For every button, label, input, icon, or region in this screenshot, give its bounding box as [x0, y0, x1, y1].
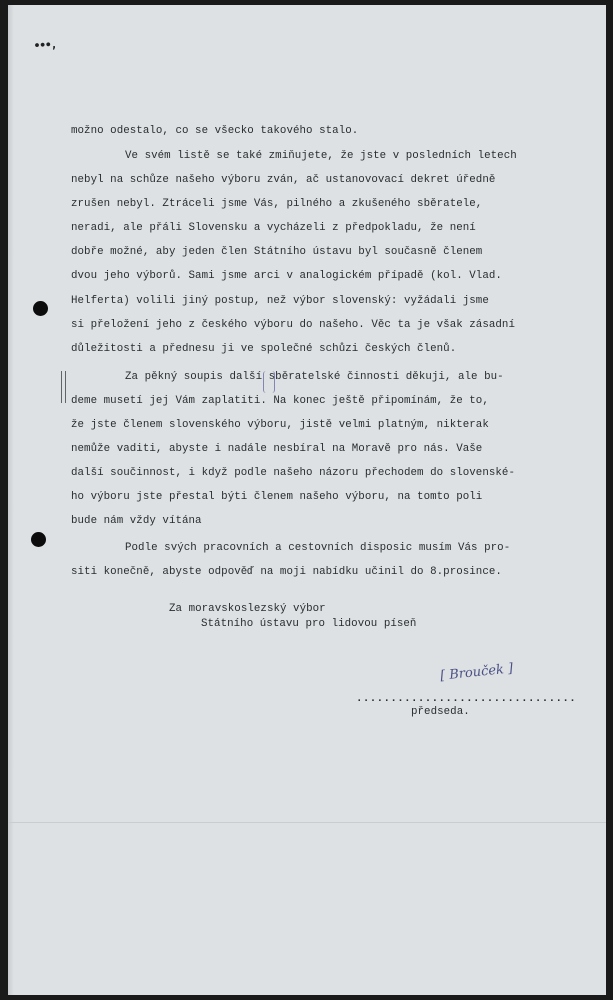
text-line: další součinnost, i když podle našeho názoru přechodem do slovenské- [71, 467, 515, 479]
corner-mark: •••, [33, 37, 57, 53]
text-line: zrušen nebyl. Ztráceli jsme Vás, pilného a zkušeného sběratele, [71, 198, 483, 210]
punch-hole-bottom [31, 532, 46, 547]
signature-dotted-line: ................................ [356, 693, 577, 705]
text-line: možno odestalo, co se všecko takového stalo. [71, 125, 359, 137]
handwritten-signature: [ Brouček ] [439, 661, 514, 684]
text-line: Ve svém listě se také zmiňujete, že jste v posledních letech [125, 150, 517, 162]
page-fold [8, 822, 606, 823]
punch-hole-top [33, 301, 48, 316]
text-line: dobře možné, aby jeden člen Státního ústavu byl současně členem [71, 246, 483, 258]
text-line: ho výboru jste přestal býti členem našeho výboru, na tomto poli [71, 491, 483, 503]
text-line: siti konečně, abyste odpověď na moji nabídku učinil do 8.prosince. [71, 566, 502, 578]
text-line: dvou jeho výborů. Sami jsme arci v analogickém případě (kol. Vlad. [71, 270, 502, 282]
margin-bracket-mark [61, 371, 66, 403]
text-line: nemůže vaditi, abyste i nadále nesbíral na Moravě pro nás. Vaše [71, 443, 483, 455]
document-page [8, 5, 606, 995]
closing-line-institute: Státního ústavu pro lidovou píseň [201, 618, 417, 630]
text-line: že jste členem slovenského výboru, jistě velmi platným, nikterak [71, 419, 489, 431]
text-line: si přeložení jeho z českého výboru do našeho. Věc ta je však zásadní [71, 319, 515, 331]
text-line: důležitosti a přednesu ji ve společné schůzi českých členů. [71, 343, 457, 355]
text-line: deme musetí jej Vám zaplatiti. Na konec ještě připomínám, že to, [71, 395, 489, 407]
closing-title: předseda. [411, 706, 470, 718]
text-line: bude nám vždy vítána [71, 515, 202, 527]
text-line: Helferta) volili jiný postup, než výbor slovenský: vyžádali jsme [71, 295, 489, 307]
text-line: neradi, ale přáli Slovensku a vycházeli z předpokladu, že není [71, 222, 476, 234]
text-line: nebyl na schůze našeho výboru zván, ač ustanovovací dekret úředně [71, 174, 496, 186]
closing-line-committee: Za moravskoslezský výbor [169, 603, 326, 615]
page-edge-shadow [8, 5, 14, 995]
text-line: Podle svých pracovních a cestovních disposic musím Vás pro- [125, 542, 511, 554]
text-line: Za pěkný soupis další sběratelské činnosti děkuji, ale bu- [125, 371, 504, 383]
